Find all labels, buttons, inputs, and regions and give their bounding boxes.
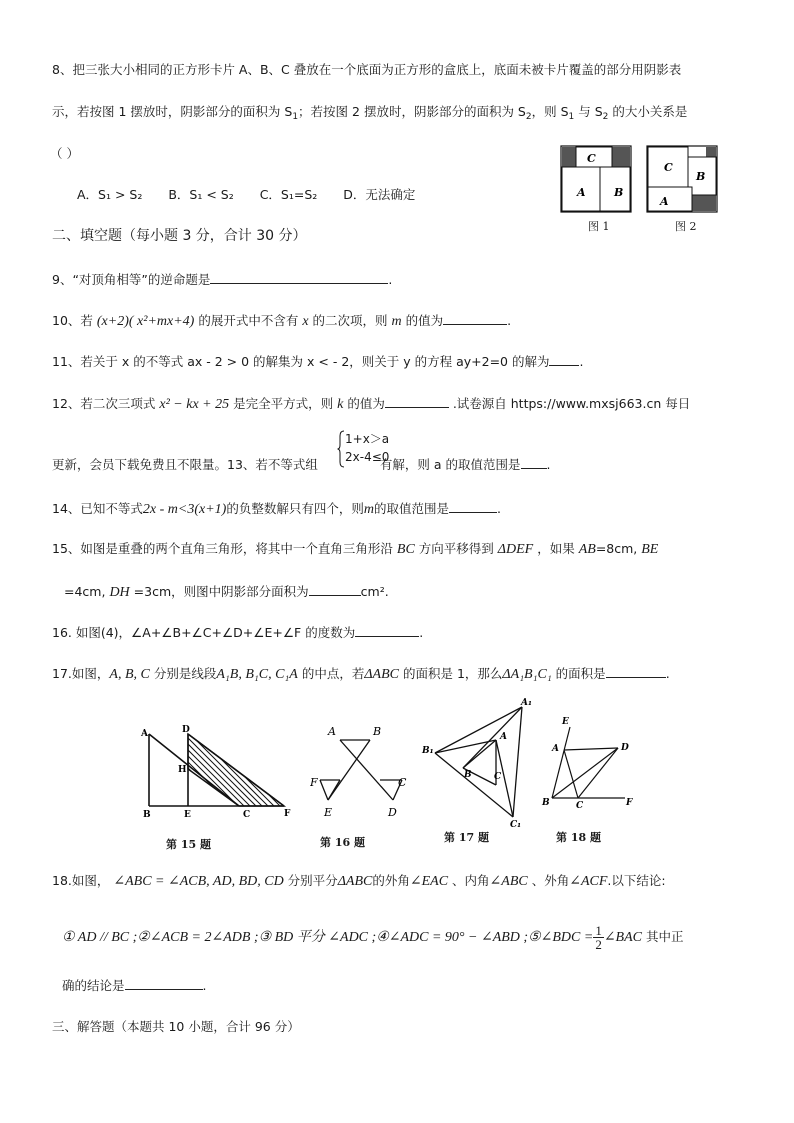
fraction <box>593 924 604 951</box>
q18-conclusion-2: ②∠ACB = 2∠ADB ; <box>137 930 259 945</box>
q15-line1 <box>52 540 658 559</box>
q18-conclusion-3: ③ BD 平分 ∠ADC ; <box>258 930 377 945</box>
figure-17 <box>420 695 540 830</box>
q18-var: ΔABC <box>337 874 373 889</box>
figure-15 <box>138 722 298 822</box>
q8-text: ，则 S <box>531 104 569 119</box>
q17-var: ΔABC <box>364 667 399 682</box>
q8-text: 示，若按图 1 摆放时，阴影部分的面积为 S <box>52 104 293 119</box>
fig16-label: A <box>328 725 336 738</box>
q18-expression: ∠ABC = ∠ACB, AD, BD, CD <box>113 874 284 889</box>
sub: 1 <box>568 112 575 122</box>
fig15-label: E <box>184 810 191 820</box>
figure-18 <box>540 712 640 812</box>
q18-text: 、外角 <box>531 873 570 888</box>
q16 <box>52 623 423 642</box>
q18-var: ∠ABC <box>489 874 528 889</box>
fig15-label: D <box>182 725 190 735</box>
q10-text: 的展开式中不含有 <box>198 313 299 328</box>
fig17-label: A₁ <box>521 698 532 708</box>
q18-var: ∠BAC <box>603 930 642 945</box>
q10-end: . <box>507 313 512 328</box>
q8-options <box>77 186 415 204</box>
q17-var: A₁B, B₁C, C₁A <box>216 667 298 682</box>
q9-text: 9、“对顶角相等”的逆命题是 <box>52 272 211 287</box>
svg-text:C: C <box>587 152 596 165</box>
q14-text: 的负整数解只有四个，则 <box>226 501 364 516</box>
q15-text: 方向平移得到 <box>418 541 494 556</box>
answer-blank[interactable] <box>385 394 449 408</box>
q8-option-d: D．无法确定 <box>343 187 416 202</box>
q14 <box>52 499 501 519</box>
q18-text: .以下结论: <box>607 873 666 888</box>
fig17-label: A <box>500 732 507 742</box>
fig16-label: E <box>324 806 333 819</box>
figure-17-caption: 第 17 题 <box>444 831 489 844</box>
q18-text: 的外角 <box>372 873 410 888</box>
q15-var: AB <box>578 542 596 557</box>
fraction-denominator: 2 <box>595 937 602 952</box>
q8-option-a: A．S₁ > S₂ <box>77 187 143 202</box>
brace-icon <box>337 430 345 468</box>
q17-text: 的面积是 1，那么 <box>402 666 503 681</box>
q8-option-b: B．S₁ < S₂ <box>168 187 234 202</box>
fig18-label: E <box>562 717 569 727</box>
svg-text:B: B <box>696 170 706 183</box>
q18-text: 确的结论是 <box>62 978 125 993</box>
q8-figure-2-caption: 图 2 <box>675 220 697 233</box>
fig16-label: C <box>398 776 407 789</box>
q17 <box>52 664 670 684</box>
q12-expression: x² − kx + 25 <box>159 397 230 412</box>
q10-text: 的二次项，则 <box>312 313 388 328</box>
q10 <box>52 311 511 331</box>
q15-text: ，如果 <box>537 541 575 556</box>
answer-blank[interactable] <box>521 455 547 469</box>
q18-conclusion-4: ④∠ADC = 90° − ∠ABD ; <box>376 930 529 945</box>
q14-end: . <box>496 501 501 516</box>
sub: 1 <box>292 112 299 122</box>
answer-blank[interactable] <box>309 582 361 596</box>
q18-text: 其中正 <box>645 929 684 944</box>
q12-text: 的值为 <box>347 396 385 411</box>
q8-bracket: （ ） <box>50 146 79 161</box>
q18-text: 分别平分 <box>287 873 338 888</box>
fig17-label: B₁ <box>422 746 434 756</box>
fig18-label: B <box>542 798 550 808</box>
q13 <box>52 455 551 474</box>
q18-text: 18.如图， <box>52 873 110 888</box>
q13-system <box>337 430 427 468</box>
figure-15-caption: 第 15 题 <box>166 838 211 851</box>
q15-text: =4cm, <box>64 584 106 599</box>
q16-text: 16. 如图(4)，∠A+∠B+∠C+∠D+∠E+∠F 的度数为 <box>52 625 356 640</box>
fig15-label: A <box>141 729 148 739</box>
q17-text: 分别是线段 <box>153 666 217 681</box>
q8-figure-1-caption: 图 1 <box>588 220 610 233</box>
q11-text: 11、若关于 x 的不等式 ax - 2 > 0 的解集为 x < - 2，则关于 y 的方程 ay+2=0 的解为 <box>52 354 550 369</box>
q10-var: x <box>302 314 309 329</box>
q18-line2 <box>62 924 683 951</box>
fig18-label: F <box>626 798 633 808</box>
svg-text:A: A <box>660 195 669 208</box>
figure-18-caption: 第 18 题 <box>556 831 601 844</box>
q14-text: 14、已知不等式 <box>52 501 143 516</box>
answer-blank[interactable] <box>125 976 203 990</box>
answer-blank[interactable] <box>606 664 666 678</box>
sub: 2 <box>525 112 532 122</box>
svg-text:C: C <box>664 161 673 174</box>
q8-option-c: C．S₁=S₂ <box>259 187 318 202</box>
q18-var: ∠EAC <box>409 874 449 889</box>
q15-text: 15、如图是重叠的两个直角三角形，将其中一个直角三角形沿 <box>52 541 393 556</box>
q13-end: . <box>546 457 551 472</box>
q17-text: 的面积是 <box>555 666 606 681</box>
q8-figure-1 <box>560 145 632 213</box>
q10-expression: (x+2)( x²+mx+4) <box>96 314 195 329</box>
q8-figure-2 <box>646 145 718 213</box>
q17-end: . <box>665 666 670 681</box>
figure-16 <box>310 720 410 820</box>
q15-var: ΔDEF <box>497 542 534 557</box>
fig17-label: C₁ <box>510 820 522 830</box>
q9-end: . <box>388 272 393 287</box>
answer-blank[interactable] <box>449 499 497 513</box>
q8-text: ；若按图 2 摆放时，阴影部分的面积为 S <box>298 104 526 119</box>
q17-var: A, B, C <box>109 667 150 682</box>
q15-line2 <box>64 582 389 602</box>
q18-var: ∠ACF <box>569 874 608 889</box>
section-3-heading: 三、解答题（本题共 10 小题，合计 96 分） <box>52 1019 300 1034</box>
fig17-label: B <box>464 770 472 780</box>
answer-blank[interactable] <box>443 311 507 325</box>
q8-line2 <box>52 103 687 126</box>
q18-line1 <box>52 872 666 891</box>
q8-text: 与 S <box>574 104 603 119</box>
q12-text: .试卷源自 https://www.mxsj663.cn 每日 <box>452 396 691 411</box>
q13-row2: 2x-4≤0 <box>345 450 390 464</box>
fig15-label: B <box>143 810 151 820</box>
fig15-label: F <box>284 809 291 819</box>
q18-text: 、内角 <box>452 873 490 888</box>
fig15-label: C <box>243 810 251 820</box>
svg-text:A: A <box>577 186 586 199</box>
sub: 2 <box>602 112 609 122</box>
svg-text:B: B <box>614 186 624 199</box>
q15-unit: cm². <box>360 584 389 599</box>
q15-var: BE <box>641 542 659 557</box>
fig15-label: H <box>178 765 187 775</box>
q18-end: . <box>202 978 207 993</box>
q12-text: 12、若二次三项式 <box>52 396 156 411</box>
q16-end: . <box>419 625 424 640</box>
q10-var: m <box>391 314 402 329</box>
figure-16-caption: 第 16 题 <box>320 836 365 849</box>
q10-text: 10、若 <box>52 313 93 328</box>
fig18-label: C <box>576 801 584 811</box>
q9 <box>52 270 392 289</box>
q13-text: 更新，会员下载免费且不限量。13、若不等式组 <box>52 457 318 472</box>
q17-text: 的中点，若 <box>301 666 365 681</box>
q12-text: 是完全平方式，则 <box>233 396 334 411</box>
q17-text: 17.如图， <box>52 666 110 681</box>
fig18-label: A <box>552 744 559 754</box>
q10-text: 的值为 <box>405 313 444 328</box>
fig16-label: F <box>310 776 318 789</box>
q15-var: BC <box>396 542 415 557</box>
answer-blank[interactable] <box>549 352 579 366</box>
q11 <box>52 352 583 371</box>
fraction-numerator: 1 <box>595 923 602 938</box>
q8-line1: 8、把三张大小相同的正方形卡片 A、B、C 叠放在一个底面为正方形的盒底上，底面未被卡片覆盖的部分用阴影表 <box>52 62 682 77</box>
q18-line3 <box>62 976 207 995</box>
q14-var: m <box>363 502 374 517</box>
answer-blank[interactable] <box>355 623 419 637</box>
answer-blank[interactable] <box>210 270 388 284</box>
q12-var: k <box>337 397 344 412</box>
q8-text: 的大小关系是 <box>608 104 688 119</box>
fig17-label: C <box>494 772 502 782</box>
q17-var: ΔA₁B₁C₁ <box>502 667 552 682</box>
fig18-label: D <box>621 743 629 753</box>
q13-text: 有解，则 a 的取值范围是 <box>379 457 521 472</box>
q15-text: =8cm, <box>595 541 638 556</box>
section-2-heading: 二、填空题（每小题 3 分，合计 30 分） <box>52 228 307 244</box>
q15-var: DH <box>109 585 130 600</box>
q18-conclusion-1: ① AD // BC ; <box>62 930 138 945</box>
q13-row1: 1+x＞a <box>345 432 390 446</box>
q18-conclusion-5: ⑤∠BDC = <box>528 930 594 945</box>
q15-text: =3cm，则图中阴影部分面积为 <box>133 584 309 599</box>
fig16-label: B <box>373 725 382 738</box>
q11-end: . <box>579 354 584 369</box>
fig16-label: D <box>388 806 397 819</box>
q14-expression: 2x - m<3(x+1) <box>142 502 227 517</box>
q12 <box>52 394 690 414</box>
q14-text: 的取值范围是 <box>373 501 449 516</box>
